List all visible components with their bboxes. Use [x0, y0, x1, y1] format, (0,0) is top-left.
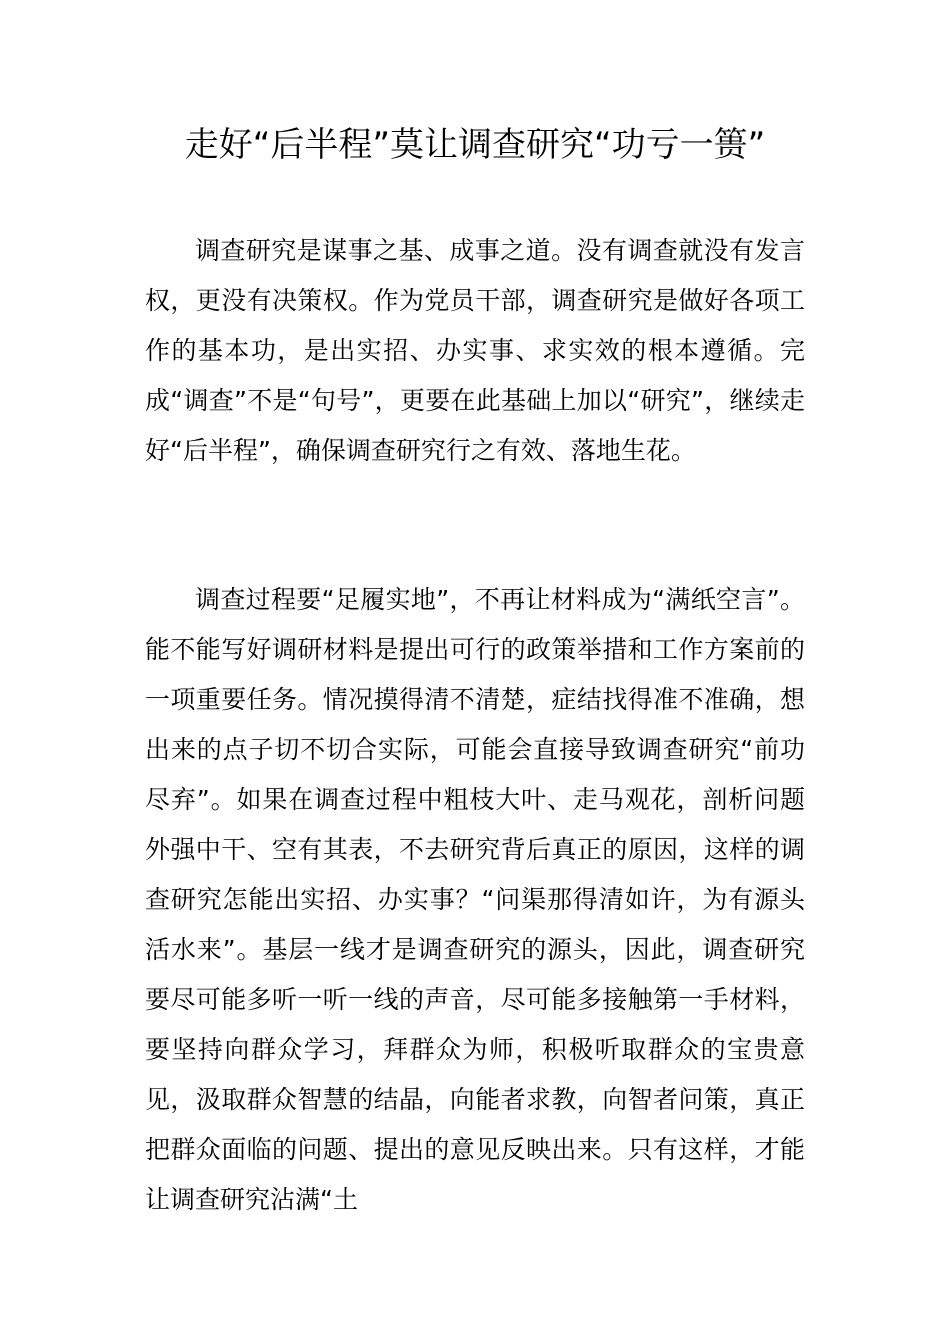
document-title: 走好“后半程”莫让调查研究“功亏一篑”	[184, 125, 766, 165]
paragraph-1: 调查研究是谋事之基、成事之道。没有调查就没有发言权，更没有决策权。作为党员干部，调查研究是做好各项工作的基本功，是出实招、办实事、求实效的根本遵循。完成“调查”不是“句号”，更要在此基础上加以“研究”，继续走好“后半程”，确保调查研究行之有效、落地生花。	[145, 236, 805, 465]
paragraph-2: 调查过程要“足履实地”，不再让材料成为“满纸空言”。能不能写好调研材料是提出可行的政策举措和工作方案前的一项重要任务。情况摸得清不清楚，症结找得准不准确，想出来的点子切不切合实际，可能会直接导致调查研究“前功尽弃”。如果在调查过程中粗枝大叶、走马观花，剖析问题外强中干、空有其表，不去研究背后真正的原因，这样的调查研究怎能出实招、办实事？“问渠那得清如许，为有源头活水来”。基层一线才是调查研究的源头，因此，调查研究要尽可能多听一听一线的声音，尽可能多接触第一手材料，要坚持向群众学习，拜群众为师，积极听取群众的宝贵意见，汲取群众智慧的结晶，向能者求教，向智者问策，真正把群众面临的问题、提出的意见反映出来。只有这样，才能让调查研究沾满“土	[145, 585, 805, 1214]
